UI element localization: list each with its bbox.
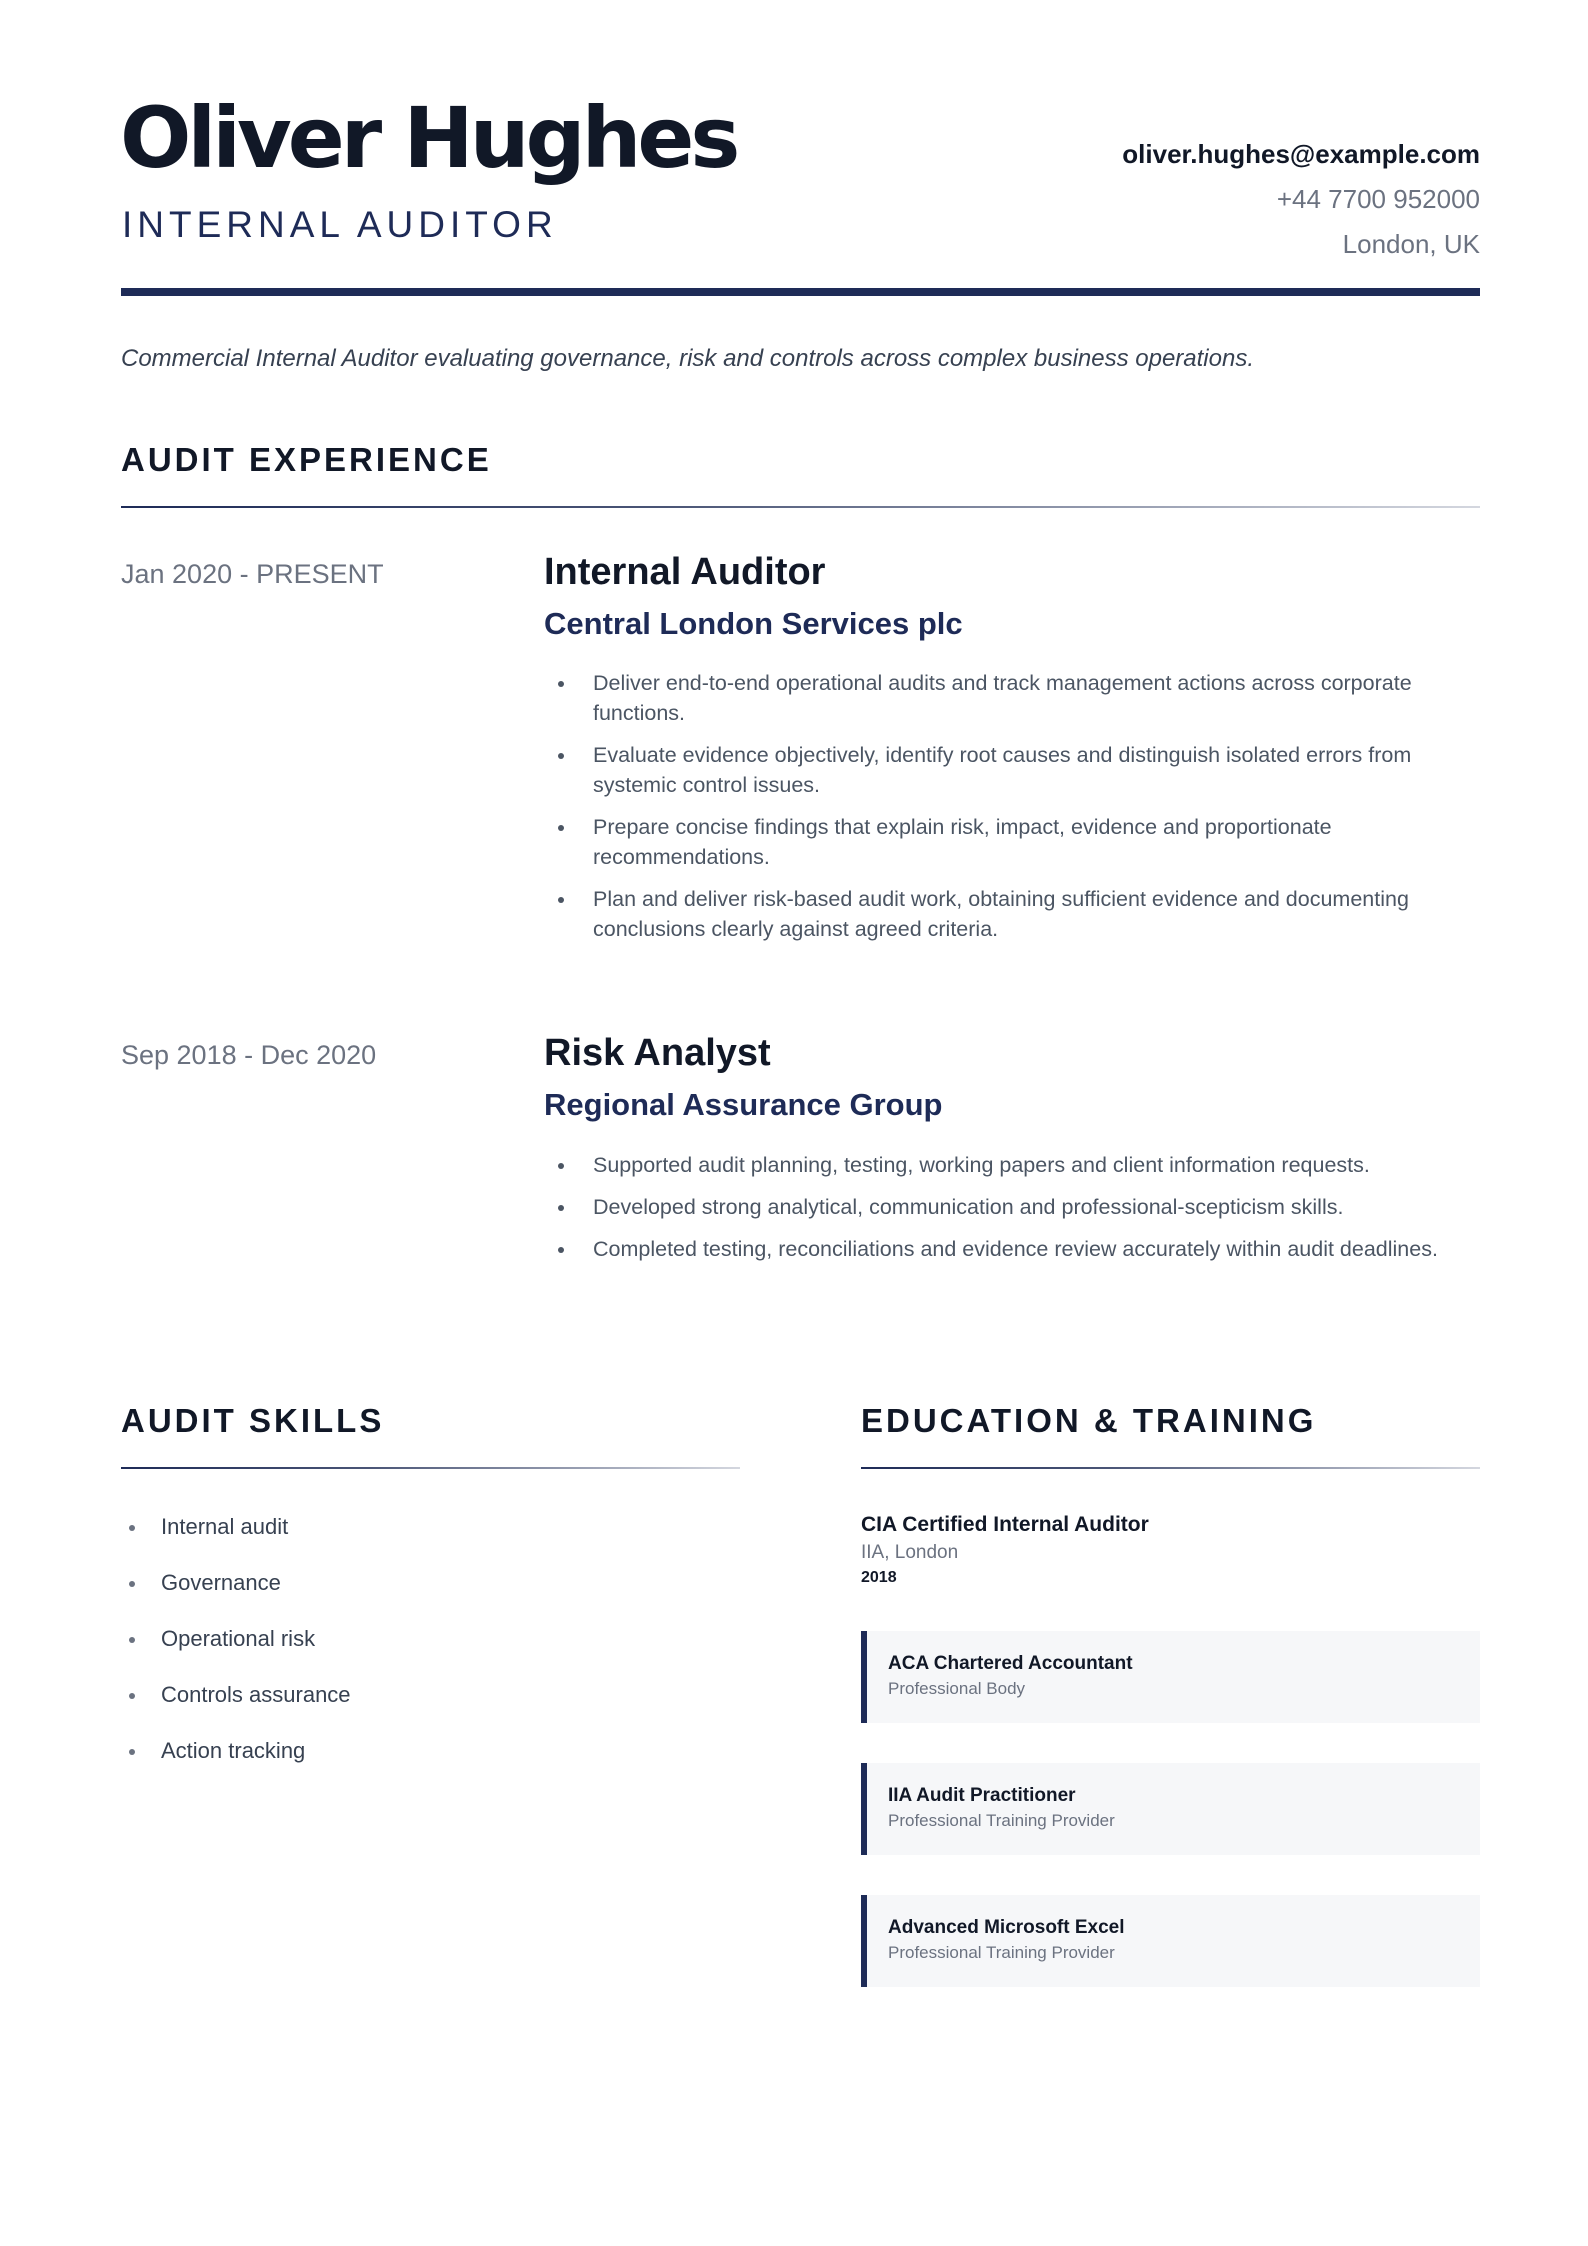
- skill-item: Operational risk: [121, 1623, 721, 1679]
- skills-heading: AUDIT SKILLS: [121, 1402, 385, 1439]
- education-org: Professional Training Provider: [888, 1811, 1115, 1830]
- contact-block: [1122, 132, 1480, 267]
- bullet-item: Developed strong analytical, communication and professional-scepticism skills.: [544, 1192, 1474, 1222]
- job-bullets: [544, 668, 1474, 956]
- bullet-item: Evaluate evidence objectively, identify root causes and distinguish isolated errors from systemic control issues.: [544, 740, 1474, 800]
- skills-list: [121, 1511, 721, 1791]
- job-dates: Jan 2020 - PRESENT: [121, 559, 384, 589]
- education-org: Professional Training Provider: [888, 1943, 1115, 1962]
- skill-item: Action tracking: [121, 1735, 721, 1791]
- candidate-name: Oliver Hughes: [120, 89, 737, 187]
- education-org: Professional Body: [888, 1679, 1026, 1698]
- job-dates: Sep 2018 - Dec 2020: [121, 1040, 377, 1070]
- job-bullets: [544, 1150, 1474, 1276]
- experience-divider: [121, 506, 1480, 508]
- education-heading: EDUCATION & TRAINING: [861, 1402, 1317, 1439]
- education-name: Advanced Microsoft Excel: [888, 1917, 1125, 1938]
- education-card: [861, 1631, 1480, 1723]
- job-role: Risk Analyst: [544, 1032, 771, 1074]
- education-name: CIA Certified Internal Auditor: [861, 1513, 1149, 1536]
- education-card: [861, 1895, 1480, 1987]
- bullet-item: Deliver end-to-end operational audits and track management actions across corporate functions.: [544, 668, 1474, 728]
- education-card: [861, 1763, 1480, 1855]
- skill-item: Controls assurance: [121, 1679, 721, 1735]
- contact-email[interactable]: oliver.hughes@example.com: [1122, 139, 1480, 169]
- header-divider: [121, 288, 1480, 296]
- experience-heading: AUDIT EXPERIENCE: [121, 441, 492, 478]
- education-name: IIA Audit Practitioner: [888, 1785, 1076, 1806]
- education-entry: [861, 1511, 1149, 1589]
- education-org: IIA, London: [861, 1542, 959, 1563]
- bullet-item: Plan and deliver risk-based audit work, obtaining sufficient evidence and documenting conclusions clearly against agreed criteria.: [544, 884, 1474, 944]
- education-name: ACA Chartered Accountant: [888, 1653, 1133, 1674]
- contact-phone: +44 7700 952000: [1276, 184, 1480, 214]
- skill-item: Internal audit: [121, 1511, 721, 1567]
- profile-summary: Commercial Internal Auditor evaluating governance, risk and controls across complex business operations.: [121, 345, 1255, 372]
- job-company: Regional Assurance Group: [544, 1087, 943, 1122]
- job-role: Internal Auditor: [544, 551, 826, 593]
- skill-item: Governance: [121, 1567, 721, 1623]
- bullet-item: Supported audit planning, testing, working papers and client information requests.: [544, 1150, 1474, 1180]
- education-divider: [861, 1467, 1480, 1469]
- candidate-title: INTERNAL AUDITOR: [122, 204, 558, 245]
- bullet-item: Prepare concise findings that explain risk, impact, evidence and proportionate recommendations.: [544, 812, 1474, 872]
- contact-location: London, UK: [1342, 229, 1480, 259]
- skills-divider: [121, 1467, 740, 1469]
- job-company: Central London Services plc: [544, 606, 963, 641]
- bullet-item: Completed testing, reconciliations and evidence review accurately within audit deadlines.: [544, 1234, 1474, 1264]
- education-year: 2018: [861, 1569, 897, 1586]
